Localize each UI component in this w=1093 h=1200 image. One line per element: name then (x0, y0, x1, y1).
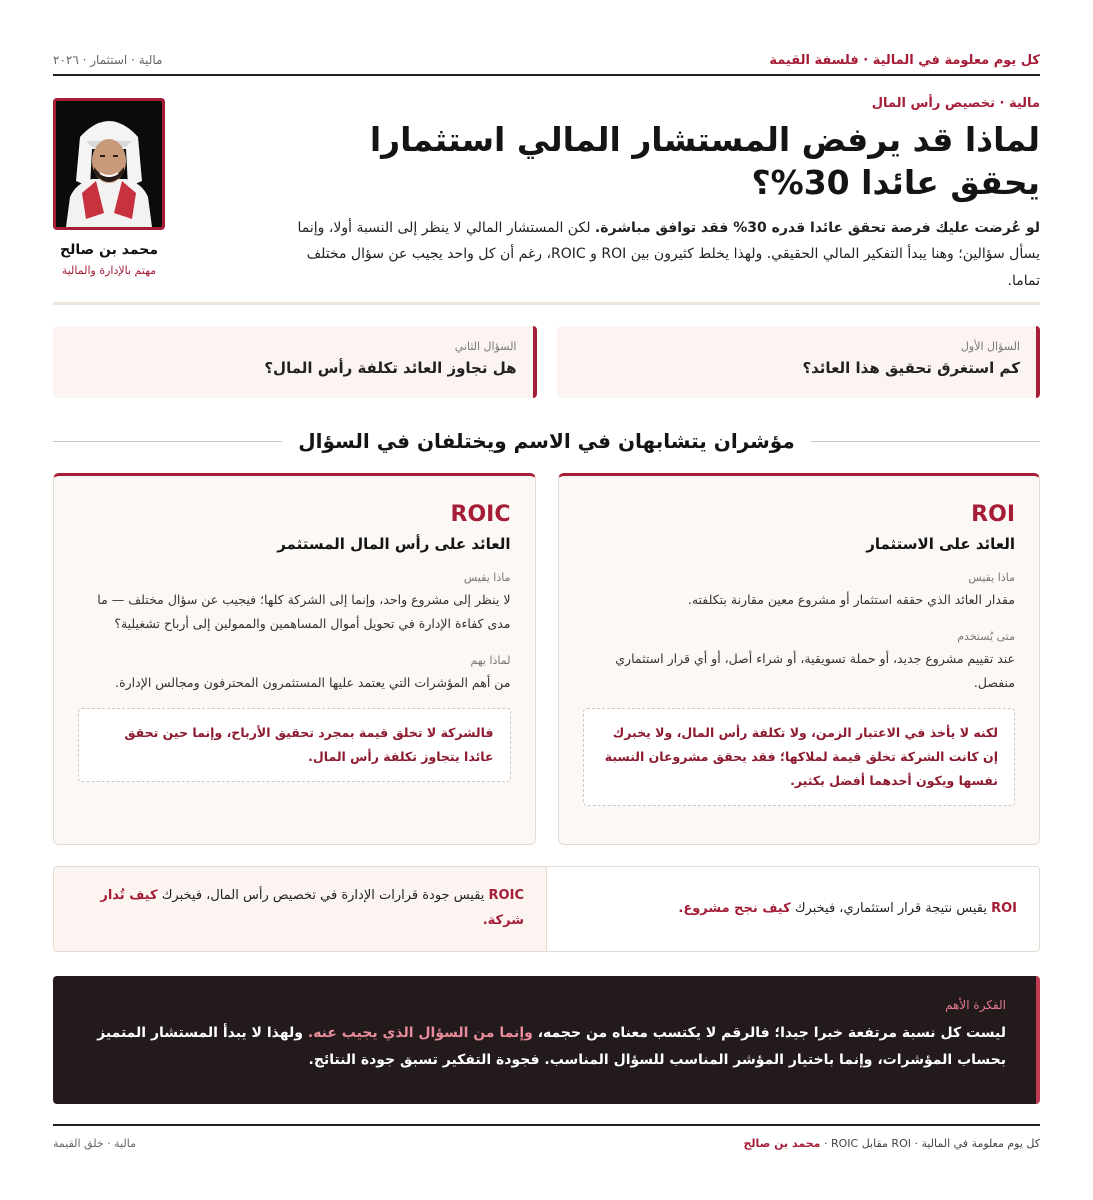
card-label: لماذا يهم (470, 653, 511, 667)
card-fullname: العائد على رأس المال المستثمر (277, 535, 511, 553)
lede-rest: لكن المستشار المالي لا ينظر إلى النسبة أولا، وإنما يسأل سؤالين؛ وهنا يبدأ التفكير المالي الحقيقي. ولهذا يخلط كثيرون بين ROI و ROIC، رغم أن كل واحد يجيب عن سؤال مختلف تماما. (297, 219, 1040, 289)
footer (53, 1124, 1040, 1160)
card-label: ماذا يقيس (968, 571, 1015, 584)
question-row (53, 326, 1040, 398)
question-label: السؤال الثاني (454, 340, 517, 353)
card-text: لا ينظر إلى مشروع واحد، وإنما إلى الشركة كلها؛ فيجيب عن سؤال مختلف — ما مدى كفاءة الإدارة في تحويل أموال المساهمين والممولين إلى أرباح تشغيلية؟ (97, 592, 511, 631)
key-idea-part-a: ليست كل نسبة مرتفعة خبرا جيدا؛ فالرقم لا يكتسب معناه من حجمه، (532, 1025, 1006, 1041)
roic-card (53, 473, 536, 845)
top-bar (53, 46, 1040, 76)
card-abbr: ROIC (450, 502, 511, 527)
card-text: من أهم المؤشرات التي يعتمد عليها المستثمرون المحترفون ومجالس الإدارة. (115, 674, 511, 690)
footer-credit (744, 1137, 1041, 1150)
card-text: مقدار العائد الذي حققه استثمار أو مشروع معين مقارنة بتكلفته. (687, 592, 1015, 607)
kicker: مالية · تخصيص رأس المال (871, 96, 1040, 111)
header-text (270, 96, 1040, 295)
question-box-1 (557, 326, 1041, 398)
question-box-2 (53, 326, 537, 398)
roi-summary-body: يقيس نتيجة قرار استثماري، فيخبرك (790, 900, 992, 916)
key-idea-panel (53, 976, 1040, 1104)
key-idea-text (83, 1020, 1006, 1075)
roic-summary-body: يقيس جودة قرارات الإدارة في تخصيص رأس المال، فيخبرك (157, 888, 489, 904)
roi-summary-accent: كيف نجح مشروع. (678, 900, 791, 916)
avatar (53, 98, 165, 230)
card-abbr: ROI (971, 502, 1015, 527)
author-photo-icon (56, 101, 162, 227)
roi-summary (547, 867, 1039, 951)
card-label: متى يُستخدم (957, 629, 1015, 643)
topic-meta: مالية · استثمار · ٢٠٢٦ (53, 53, 163, 67)
key-idea-highlight: وإنما من السؤال الذي يجيب عنه. (307, 1025, 533, 1041)
page-title: لماذا قد يرفض المستشار المالي استثمارا يحقق عائدا 30%؟ (369, 120, 1040, 202)
footer-tags: مالية · خلق القيمة (53, 1136, 136, 1150)
card-fullname: العائد على الاستثمار (866, 535, 1015, 553)
card-label: ماذا يقيس (463, 571, 511, 584)
footer-author: محمد بن صالح (743, 1136, 821, 1150)
metric-cards (53, 473, 1040, 845)
card-text: عند تقييم مشروع جديد، أو حملة تسويقية، أو شراء أصل، أو أي قرار استثماري منفصل. (615, 650, 1015, 690)
key-idea-label: الفكرة الأهم (945, 998, 1006, 1012)
series-brand: كل يوم معلومة في المالية · فلسفة القيمة (769, 52, 1040, 68)
roic-summary-text (76, 884, 524, 933)
author-role: مهتم بالإدارة والمالية (61, 264, 157, 277)
section-rule-left (53, 441, 282, 442)
card-note: لكنه لا يأخذ في الاعتبار الزمن، ولا تكلفة رأس المال، ولا يخبرك إن كانت الشركة تخلق قيمة لملاكها؛ فقد يحقق مشروعان النسبة نفسها ويكون أحدهما أفضل بكثير. (583, 708, 1016, 805)
question-label: السؤال الأول (960, 340, 1020, 353)
roic-summary-accent: كيف تُدار شركة. (100, 888, 524, 928)
roic-summary-abbr: ROIC (488, 888, 524, 904)
article-header (53, 96, 1040, 306)
footer-series: كل يوم معلومة في المالية · ROI مقابل ROIC · (820, 1136, 1040, 1150)
section-rule-right (811, 441, 1040, 442)
roi-summary-abbr: ROI (991, 900, 1017, 916)
author-block (53, 98, 165, 277)
author-name: محمد بن صالح (60, 242, 158, 258)
key-idea-part-b: ولهذا لا يبدأ المستشار المتميز بحساب المؤشرات، وإنما باختيار المؤشر المناسب للسؤال المناسب. فجودة التفكير تسبق جودة النتائج. (97, 1025, 1006, 1069)
roi-card (558, 473, 1041, 845)
question-text: كم استغرق تحقيق هذا العائد؟ (802, 359, 1020, 377)
question-text: هل تجاوز العائد تكلفة رأس المال؟ (264, 359, 517, 377)
lede-paragraph (270, 215, 1040, 295)
section-heading (53, 424, 1040, 458)
roic-summary (54, 867, 547, 951)
section-title: مؤشران يتشابهان في الاسم ويختلفان في السؤال (298, 429, 795, 453)
roi-summary-text (678, 897, 1017, 922)
comparison-strip (53, 866, 1040, 952)
card-note: فالشركة لا تخلق قيمة بمجرد تحقيق الأرباح، وإنما حين تحقق عائدا يتجاوز تكلفة رأس المال. (78, 708, 511, 782)
header-divider (53, 302, 1040, 305)
lede-bold: لو عُرضت عليك فرصة تحقق عائدا قدره 30% فقد توافق مباشرة. (594, 219, 1040, 236)
